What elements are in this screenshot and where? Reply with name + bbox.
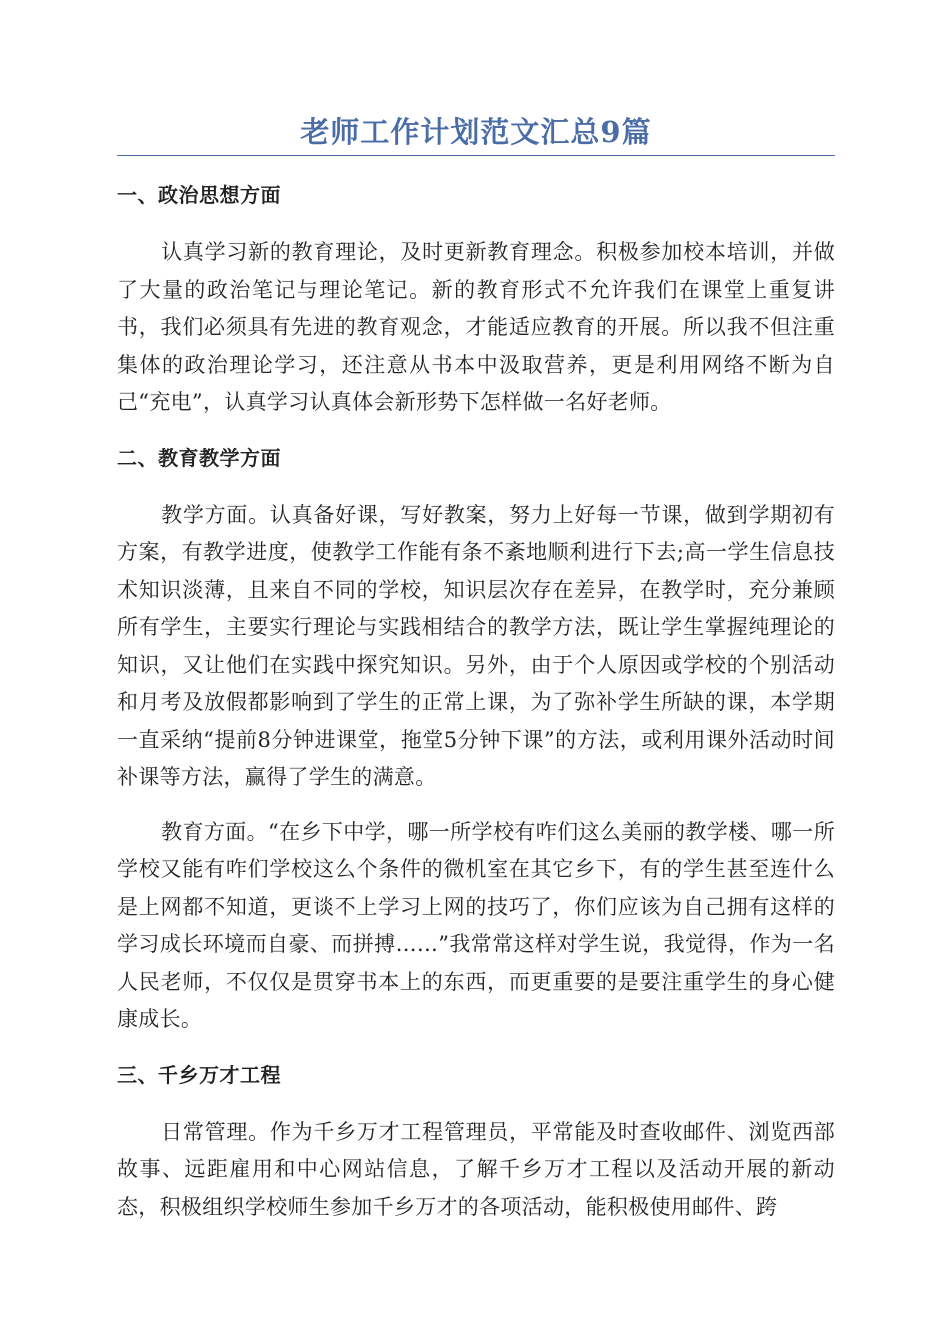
section-heading: 一、政治思想方面	[117, 183, 281, 207]
paragraph: 日常管理。作为千乡万才工程管理员，平常能及时查收邮件、浏览西部故事、远距雇用和中心网站信息，了解千乡万才工程以及活动开展的新动态，积极组织学校师生参加千乡万才的各项活动，能积极使用邮件、跨	[117, 1119, 835, 1219]
paragraph: 教学方面。认真备好课，写好教案，努力上好每一节课，做到学期初有方案，有教学进度，使教学工作能有条不紊地顺利进行下去;高一学生信息技术知识淡薄，且来自不同的学校，知识层次存在差异，在教学时，充分兼顾所有学生，主要实行理论与实践相结合的教学方法，既让学生掌握纯理论的知识，又让他们在实践中探究知识。另外，由于个人原因或学校的个别活动和月考及放假都影响到了学生的正常上课，为了弥补学生所缺的课，本学期一直采纳“提前8分钟进课堂，拖堂5分钟下课”的方法，或利用课外活动时间补课等方法，赢得了学生的满意。	[117, 502, 835, 789]
paragraph: 教育方面。“在乡下中学，哪一所学校有咋们这么美丽的教学楼、哪一所学校又能有咋们学校这么个条件的微机室在其它乡下，有的学生甚至连什么是上网都不知道，更谈不上学习上网的技巧了，你们应该为自己拥有这样的学习成长环境而自豪、而拼搏……”我常常这样对学生说，我觉得，作为一名人民老师，不仅仅是贯穿书本上的东西，而更重要的是要注重学生的身心健康成长。	[117, 819, 835, 1031]
section-heading: 三、千乡万才工程	[117, 1062, 281, 1087]
section-qianxiang-wancai	[117, 1056, 835, 1227]
document-body	[117, 176, 835, 1226]
title-underline	[117, 155, 835, 156]
section-heading: 二、教育教学方面	[117, 445, 281, 470]
section-education-teaching	[117, 439, 835, 1039]
paragraph: 认真学习新的教育理论，及时更新教育理念。积极参加校本培训，并做了大量的政治笔记与理论笔记。新的教育形式不允许我们在课堂上重复讲书，我们必须具有先进的教育观念，才能适应教育的开展。所以我不但注重集体的政治理论学习，还注意从书本中汲取营养，更是利用网络不断为自己“充电”，认真学习认真体会新形势下怎样做一名好老师。	[117, 240, 835, 414]
document-title: 老师工作计划范文汇总9篇	[300, 115, 652, 149]
section-political-thought	[117, 176, 835, 422]
